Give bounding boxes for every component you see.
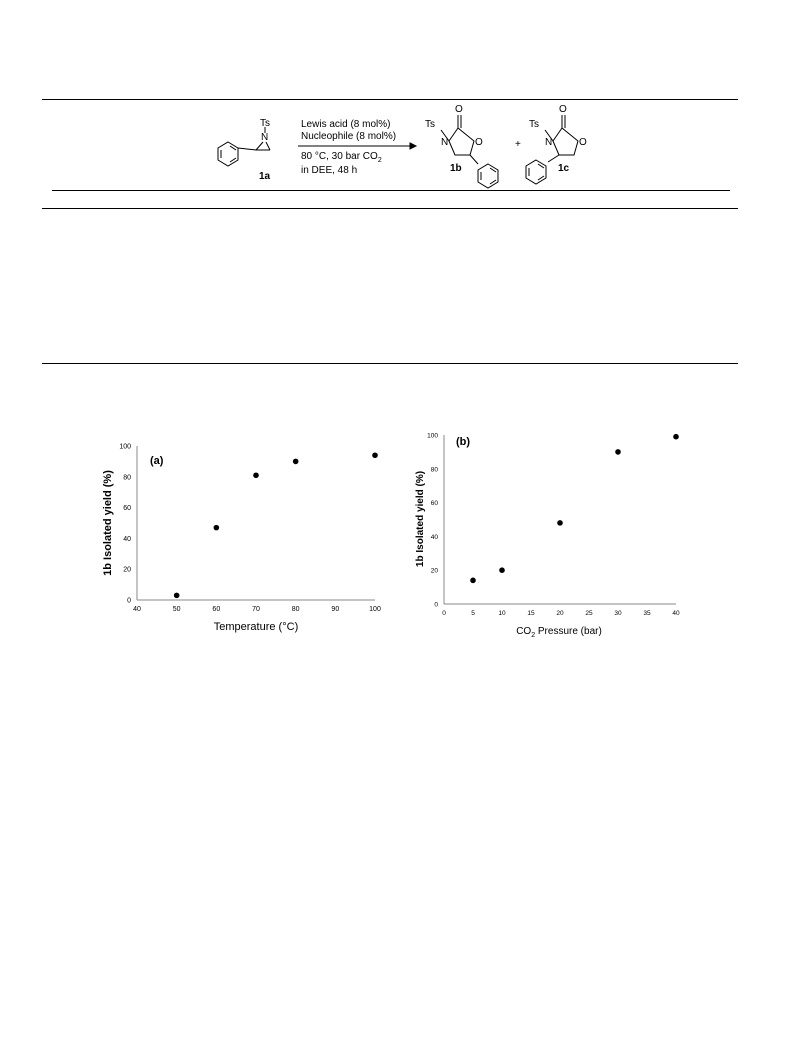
chart-a-x-tick-label: 40 [133,606,141,613]
n-label-1b: N [441,137,449,148]
chart-a-data-point [372,452,378,458]
chart-a-x-tick-label: 50 [172,606,181,613]
chart-b-y-tick-label: 80 [430,466,438,474]
chart-b-x-tick-label: 25 [585,610,593,617]
chart-b-x-tick-label: 10 [498,610,506,617]
ts-label-1b: Ts [425,119,435,130]
chart-a-x-tick-label: 90 [331,606,340,613]
n-label-1a: N [261,132,269,143]
chart-a-y-tick-label: 20 [123,566,131,574]
chart-b-x-tick-label: 35 [643,610,651,617]
chart-a-x-tick-label: 60 [212,606,221,613]
plus-sign: + [515,139,521,150]
compound-label-1a: 1a [259,171,271,182]
conditions-line-4: in DEE, 48 h [301,165,358,176]
chart-b-y-tick-label: 20 [430,567,438,575]
compound-label-1b: 1b [450,163,462,174]
chart-b-data-point [557,520,563,526]
chart-a-data-point [293,459,299,465]
chart-a-data-point [214,525,220,531]
chart-b-data-point [470,578,476,584]
chart-b-y-axis-title: 1b Isolated yield (%) [415,470,426,568]
chart-b-y-tick-label: 40 [430,533,438,541]
chart-a-y-axis-title: 1b Isolated yield (%) [102,470,114,576]
chart-a-y-tick-label: 100 [119,443,131,451]
chart-a-y-tick-label: 0 [127,597,131,605]
n-label-1c: N [545,137,553,148]
ring-o-1c: O [579,137,587,148]
chart-a [102,444,381,634]
chart-b [415,433,680,640]
chart-b-x-tick-label: 0 [442,610,446,617]
chart-b-y-tick-label: 100 [427,432,438,440]
conditions-line-1: Lewis acid (8 mol%) [301,119,391,130]
chart-a-panel-label: (a) [150,455,164,467]
conditions-line-2: Nucleophile (8 mol%) [301,131,397,142]
conditions-line-3: 80 °C, 30 bar $CO_2$ [301,151,382,164]
chart-b-x-tick-label: 5 [471,610,475,617]
chart-b-x-tick-label: 40 [672,610,680,617]
chart-b-x-tick-label: 30 [614,610,622,617]
chart-a-x-tick-label: 80 [291,606,300,613]
chart-b-panel-label: (b) [456,436,471,448]
chart-a-y-tick-label: 40 [123,535,131,543]
carbonyl-o-1c: O [559,104,567,115]
chart-b-y-tick-label: 60 [430,500,438,508]
chart-a-x-tick-label: 70 [252,606,260,613]
chart-a-data-point [253,472,259,478]
chart-a-y-tick-label: 80 [123,474,131,482]
chart-a-data-point [174,593,180,599]
ring-o-1b: O [475,137,483,148]
ts-label-1a: Ts [260,118,270,129]
chart-b-x-tick-label: 20 [556,610,564,617]
chart-b-data-point [615,449,621,455]
chart-a-y-tick-label: 60 [123,505,131,513]
chart-b-x-tick-label: 15 [527,610,535,617]
chart-b-y-tick-label: 0 [434,601,438,609]
chart-b-data-point [499,567,505,573]
compound-label-1c: 1c [558,163,570,174]
chart-a-x-tick-label: 100 [369,606,381,613]
chart-b-x-axis-title: $CO_2$ Pressure (bar) [516,626,602,639]
ts-label-1c: Ts [529,119,539,130]
chart-b-data-point [673,434,679,440]
carbonyl-o-1b: O [455,104,463,115]
chart-a-x-axis-title: Temperature (°C) [213,621,299,633]
